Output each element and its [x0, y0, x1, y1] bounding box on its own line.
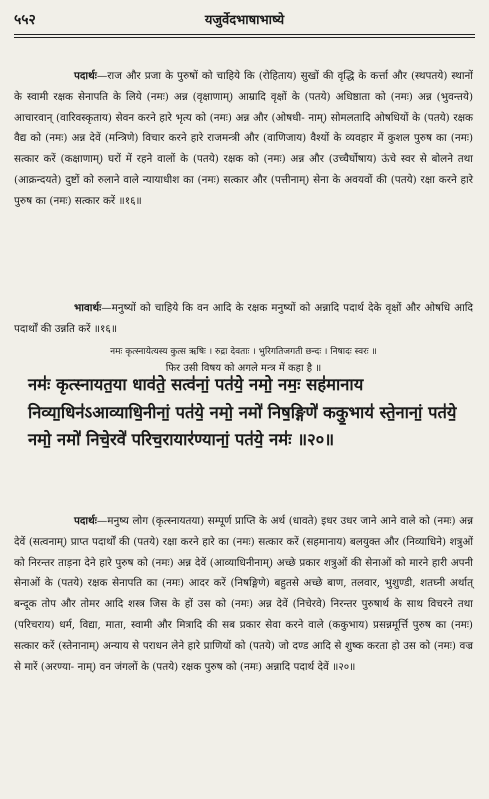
- padartha-text-1: —राज और प्रजा के पुरुषों को चाहिये कि (रोहिताय) सुखों की वृद्धि के कर्त्ता और (स्थपतये) स्थानों के स्वामी रक्षक सेनापति के लिये (नमः) अन्न (वृक्षाणाम्) आम्रादि वृक्षों के (पतये) अधिष्ठाता को (नमः) अन्न (भुवन्तये) आचारवान् (वारिवस्कृताय) सेवन करने हारे भृत्य को (नमः) अन्न और (ओषधी- नाम्) सोमलतादि ओषधियों के (पतये) रक्षक वैद्य को (नमः) अन्न देवें (मन्त्रिणे) विचार करने हारे राजमन्त्री और (वाणिजाय) वैश्यों के व्यवहार में कुशल पुरुष का (नमः) सत्कार करें (कक्षाणाम्) घरों में रहने वालों के (पतये) रक्षक को (नमः) अन्न और (उच्चैर्घोषाय) ऊंचे स्वर से बोलने तथा (आक्रन्दयते) दुष्टों को रुलाने वाले न्यायाधीश का (नमः) सत्कार और (पत्तीनाम्) सेना के अवयवों की (पतये) रक्षा करने हारे पुरुष का (नमः) सत्कार करें ॥१६॥: [14, 70, 473, 207]
- padartha-label-2: पदार्थः: [74, 515, 97, 527]
- mantra-text: नमः॑ कृत्स्नायत॒या धाव॑ते॒ सत्व॑नां॒ पत॑ये॒ नमो॒ नमः॒ सह॑मानाय निव्या॒धिन॑ऽआव्याधि॒नीनां॒ पत॑ये॒ नमो॒ नमो॑ निष॒ङ्गिणे॑ ककु॒भाय॑ स्ते॒नानां॒ पत॑ये॒ नमो॒ नमो॑ निचे॒रवे॑ परिच॒रायार॑ण्यानां॒ पत॑ये॒ नमः॑ ॥२०॥: [28, 375, 457, 449]
- bhavartha-text: —मनुष्यों को चाहिये कि वन आदि के रक्षक मनुष्यों को अन्नादि पदार्थ देके वृक्षों और ओषधि आदि पदार्थों की उन्नति करें ॥१६॥: [14, 302, 473, 335]
- padartha-paragraph-2: [14, 511, 473, 677]
- rishi-devata-line: नमः कृत्स्नायेत्यस्य कुत्स ऋषिः । रुद्रा देवताः । भुरिगतिजगती छन्दः । निषादः स्वरः ॥: [110, 347, 377, 357]
- padartha-label-1: पदार्थः: [74, 70, 97, 82]
- header-rule-thin: [14, 37, 475, 38]
- padartha-paragraph-1: [14, 66, 473, 212]
- mantra-intro: फिर उसी विषय को अगले मन्त्र में कहा है ॥: [165, 363, 322, 374]
- page-number: ५५२: [14, 12, 36, 28]
- page-header: [14, 10, 475, 28]
- bhavartha-paragraph: [14, 298, 473, 340]
- running-title: यजुर्वेदभाषाभाष्ये: [204, 13, 285, 28]
- padartha-text-2: —मनुष्य लोग (कृत्स्नायतया) सम्पूर्ण प्राप्ति के अर्थ (धावते) इधर उधर जाने आने वाले को (नमः) अन्न देवें (सत्वनाम्) प्राप्त पदार्थों की (पतये) रक्षा करने हारे का (नमः) सत्कार करें (सहमानाय) बलयुक्त और (निव्याधिने) शत्रुओं को निरन्तर ताड़ना देने हारे पुरुष को (नमः) अन्न देवें (आव्याधिनीनाम्) अच्छे प्रकार शत्रुओं की सेनाओं को मारने हारी अपनी सेनाओं के (पतये) रक्षक सेनापति का (नमः) आदर करें (निषङ्गिणे) बहुतसे अच्छे बाण, तलवार, भुशुण्डी, शतघ्नी अर्थात् बन्दूक तोप और तोमर आदि शस्त्र जिस के हों उस को (नमः) अन्न देवें (निचेरवे) निरन्तर पुरुषार्थ के साथ विचरने तथा (परिचराय) धर्म, विद्या, माता, स्वामी और मित्रादि की सब प्रकार सेवा करने वाले (ककुभाय) प्रसन्नमूर्त्ति पुरुष का (नमः) सत्कार करें (स्तेनानाम्) अन्याय से पराधन लेने हारे प्राणियों को (पतये) जो दण्ड आदि से शुष्क करता हो उस को (नमः) वज्र से मारें (अरण्या- नाम्) वन जंगलों के (पतये) रक्षक पुरुष को (नमः) अन्नादि पदार्थ देवें ॥२०॥: [14, 515, 473, 673]
- header-rule: [14, 34, 475, 35]
- bhavartha-label: भावार्थः: [74, 302, 102, 314]
